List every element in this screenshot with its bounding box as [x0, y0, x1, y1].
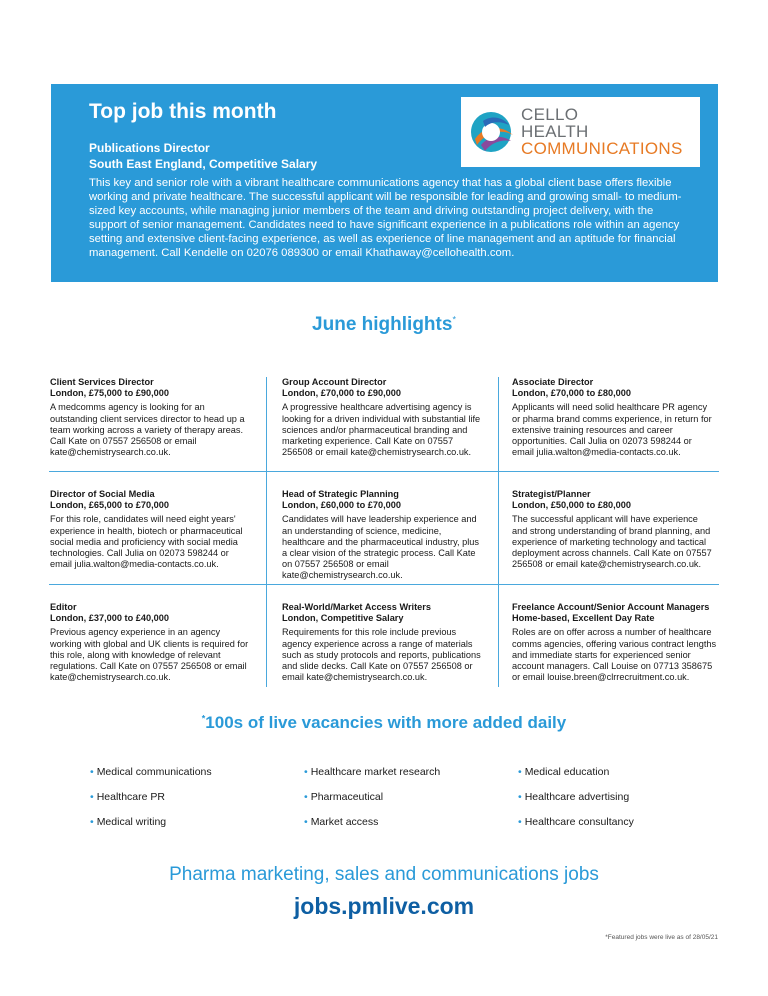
cello-health-logo: [461, 97, 700, 167]
job-title: Associate Director: [512, 377, 594, 387]
job-location: London, £37,000 to £40,000: [50, 613, 169, 624]
bullet-icon: •: [518, 816, 522, 828]
job-body: Applicants will need solid healthcare PR agency or pharma brand comms experience, in return for extensive training resources and career opportunities. Call Julia on 02073 598244 or email julia.walton@media-contacts.co.uk.: [512, 402, 712, 458]
job-location: London, Competitive Salary: [282, 613, 404, 624]
list-item-label: Healthcare PR: [96, 791, 165, 803]
top-job-location: South East England, Competitive Salary: [89, 157, 318, 171]
bullet-icon: •: [304, 766, 308, 778]
footer-url-link[interactable]: jobs.pmlive.com: [293, 893, 475, 919]
job-body: Roles are on offer across a number of healthcare comms agencies, offering various contract lengths and immediate starts for experienced senior account managers. Call Louise on 07713 358675 or email louise.breen@clrrecruitment.co.uk.: [512, 627, 717, 683]
job-location: London, £75,000 to £90,000: [50, 388, 169, 399]
list-item: [90, 816, 166, 828]
list-item-label: Healthcare market research: [310, 766, 441, 778]
job-location: London, £70,000 to £80,000: [512, 388, 631, 399]
bullet-icon: •: [304, 816, 308, 828]
job-location: London, £60,000 to £70,000: [282, 500, 401, 511]
list-item-label: Medical writing: [96, 816, 167, 828]
top-job-title: Publications Director: [89, 141, 210, 155]
job-card: [512, 377, 714, 458]
job-title: Strategist/Planner: [512, 489, 591, 499]
list-item: [518, 766, 609, 778]
highlights-title-text: June highlights: [312, 314, 453, 335]
grid-divider-h2: [49, 584, 719, 585]
cello-logo-wordmark: [521, 106, 683, 157]
highlights-heading: [0, 314, 768, 336]
job-card: [512, 602, 722, 683]
job-title: Director of Social Media: [50, 489, 155, 499]
list-item: [90, 791, 165, 803]
list-item: [304, 791, 383, 803]
bullet-icon: •: [518, 766, 522, 778]
list-item: [90, 766, 212, 778]
job-location: London, £65,000 to £70,000: [50, 500, 169, 511]
job-card: [50, 489, 252, 570]
job-body: The successful applicant will have experience and strong understanding of brand planning, and experience of marketing technology and tactical deployment across channels. Call Kate on 07557 256508 or email kate@chemistrysearch.co.uk.: [512, 514, 712, 570]
grid-divider-h1: [49, 471, 719, 472]
top-job-heading: Top job this month: [89, 100, 277, 123]
job-title: Head of Strategic Planning: [282, 489, 399, 499]
list-item: [518, 791, 629, 803]
list-item: [304, 766, 440, 778]
job-title: Real-World/Market Access Writers: [282, 602, 431, 612]
job-body: A progressive healthcare advertising agency is looking for a driven individual with substantial life sciences and/or pharmaceutical branding and marketing experience. Call Kate on 07557 256508 or email kate@chemistrysearch.co.uk.: [282, 402, 481, 458]
list-item: [518, 816, 634, 828]
list-item-label: Market access: [310, 816, 379, 828]
list-item-label: Medical communications: [96, 766, 212, 778]
job-card: [282, 377, 484, 458]
bullet-icon: •: [90, 766, 94, 778]
featured-jobs-footnote: *Featured jobs were live as of 28/05/21: [605, 934, 718, 941]
job-body: Requirements for this role include previous agency experience across a range of materials such as study protocols and reports, publications and slide decks. Call Kate on 07557 256508 or email kate@chemistrysearch.co.uk.: [282, 627, 481, 683]
bullet-icon: •: [304, 791, 308, 803]
list-item-label: Medical education: [524, 766, 610, 778]
list-item-label: Healthcare consultancy: [524, 816, 634, 828]
live-asterisk: *: [201, 713, 206, 724]
logo-line-health: HEALTH: [521, 122, 589, 141]
footer-tagline: Pharma marketing, sales and communications jobs: [169, 864, 599, 885]
bullet-icon: •: [90, 791, 94, 803]
highlights-grid: [49, 377, 719, 687]
job-card: [282, 489, 484, 582]
list-item-label: Healthcare advertising: [524, 791, 630, 803]
job-body: For this role, candidates will need eight years' experience in health, biotech or pharmaceutical social media and proficiency with social media technologies. Call Julia on 02073 598244 or email julia.walton@media-contacts.co.uk.: [50, 514, 243, 570]
highlights-asterisk: *: [452, 314, 456, 325]
job-location: London, £50,000 to £80,000: [512, 500, 631, 511]
top-job-description: This key and senior role with a vibrant healthcare communications agency that has a global client base offers flexible working and private healthcare. The successful applicant will be responsible for leading and growing small- to medium-sized key accounts, while managing junior members of the team and driving outstanding project delivery, with the support of senior management. Candidates need to have significant experience in a publications role within an agency setting and extensive client-facing experience, as well as experience of line management and an aptitude for financial management. Call Kendelle on 02076 089300 or email Khathaway@cellohealth.com.: [89, 177, 682, 260]
job-card: [50, 602, 252, 683]
job-body: Previous agency experience in an agency working with global and UK clients is required for this role, along with knowledge of relevant regulations. Call Kate on 07557 256508 or email kate@chemistrysearch.co.uk.: [50, 627, 249, 683]
job-title: Freelance Account/Senior Account Managers: [512, 602, 710, 612]
top-job-banner: [51, 84, 718, 282]
job-body: A medcomms agency is looking for an outstanding client services director to head up a team working across a variety of therapy areas. Call Kate on 07557 256508 or email kate@chemistrysearch.co.uk.: [50, 402, 245, 458]
cello-logo-mark-icon: [467, 105, 519, 159]
job-card: [50, 377, 252, 458]
job-location: London, £70,000 to £90,000: [282, 388, 401, 399]
job-card: [512, 489, 714, 570]
bullet-icon: •: [518, 791, 522, 803]
job-title: Group Account Director: [282, 377, 387, 387]
job-title: Editor: [50, 602, 77, 612]
logo-line-communications: COMMUNICATIONS: [521, 139, 683, 158]
job-location: Home-based, Excellent Day Rate: [512, 613, 655, 624]
logo-line-cello: CELLO: [521, 105, 579, 124]
live-vacancies-heading: [0, 713, 768, 733]
job-body: Candidates will have leadership experience and an understanding of science, medicine, healthcare and the pharmaceutical industry, plus a clear vision of the strategic process. Call Kate on 07557 256508 or email kate@chemistrysearch.co.uk.: [282, 514, 479, 581]
live-title-text: 100s of live vacancies with more added daily: [205, 713, 567, 732]
grid-divider-v2: [498, 377, 499, 687]
list-item: [304, 816, 378, 828]
job-title: Client Services Director: [50, 377, 154, 387]
bullet-icon: •: [90, 816, 94, 828]
grid-divider-v1: [266, 377, 267, 687]
job-card: [282, 602, 484, 683]
list-item-label: Pharmaceutical: [310, 791, 384, 803]
top-job-subheading: [89, 140, 317, 172]
